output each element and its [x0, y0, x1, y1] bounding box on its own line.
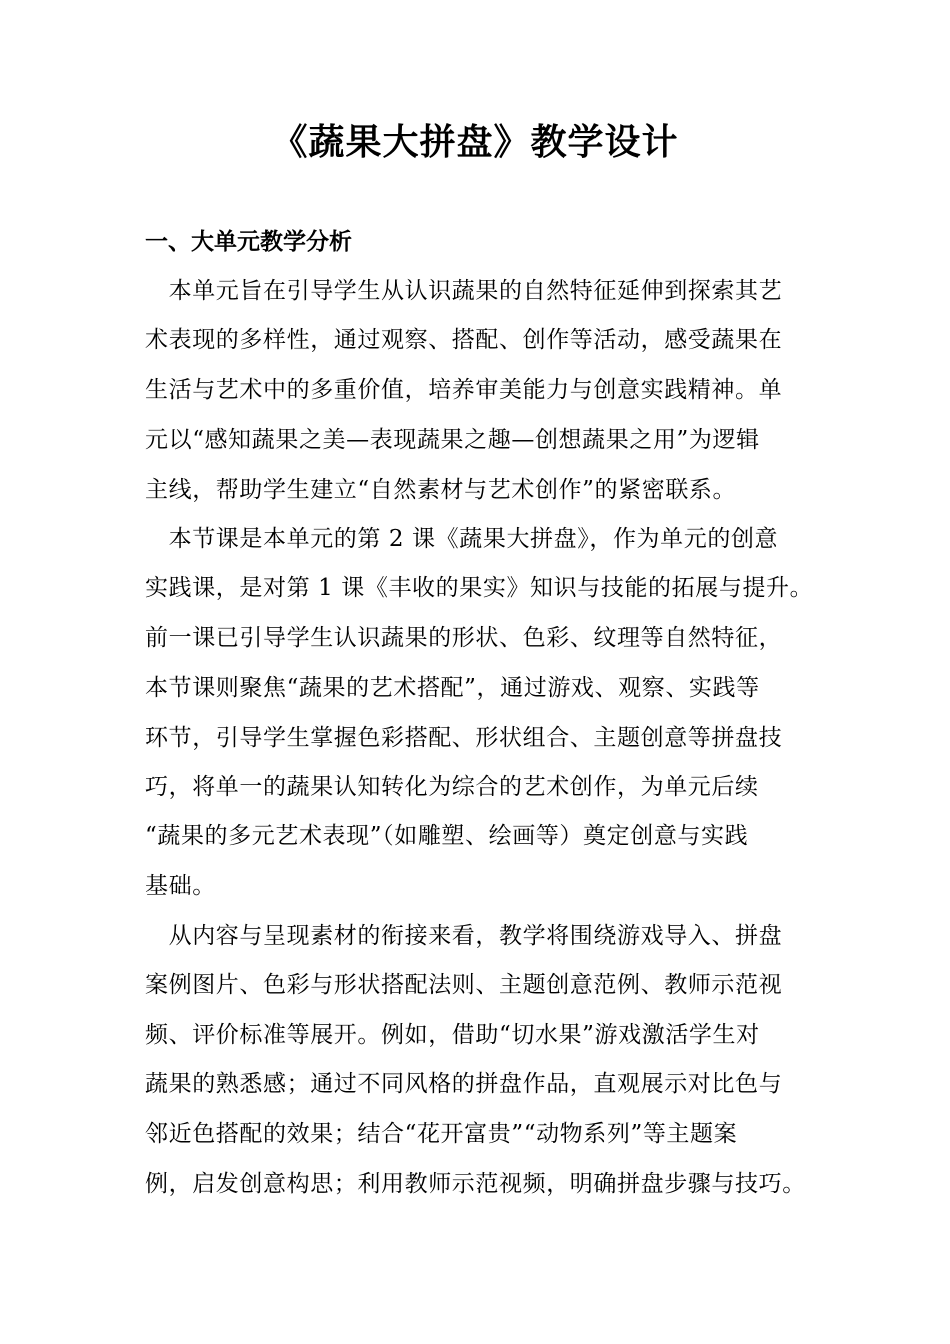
paragraph-line: “蔬果的多元艺术表现”（如雕塑、绘画等）奠定创意与实践 [145, 823, 749, 849]
paragraph-line: 例，启发创意构思；利用教师示范视频，明确拼盘步骤与技巧。 [145, 1171, 806, 1197]
paragraph-line: 本节课是本单元的第 2 课《蔬果大拼盘》，作为单元的创意 [145, 526, 779, 552]
paragraph-line: 基础。 [145, 873, 216, 899]
document-title: 《蔬果大拼盘》教学设计 [271, 122, 679, 163]
paragraph-line: 生活与艺术中的多重价值，培养审美能力与创意实践精神。单 [145, 377, 783, 403]
paragraph-line: 元以“感知蔬果之美—表现蔬果之趣—创想蔬果之用”为逻辑 [145, 427, 760, 453]
paragraph-line: 实践课，是对第 1 课《丰收的果实》知识与技能的拓展与提升。 [145, 575, 814, 601]
paragraph-line: 蔬果的熟悉感；通过不同风格的拼盘作品，直观展示对比色与 [145, 1071, 783, 1097]
section-heading: 一、大单元教学分析 [145, 229, 352, 255]
paragraph-line: 环节，引导学生掌握色彩搭配、形状组合、主题创意等拼盘技 [145, 725, 783, 751]
paragraph-line: 邻近色搭配的效果；结合“花开富贵”“动物系列”等主题案 [145, 1121, 738, 1147]
paragraph-line: 频、评价标准等展开。例如，借助“切水果”游戏激活学生对 [145, 1022, 760, 1048]
paragraph-line: 术表现的多样性，通过观察、搭配、创作等活动，感受蔬果在 [145, 327, 783, 353]
paragraph-line: 巧，将单一的蔬果认知转化为综合的艺术创作，为单元后续 [145, 774, 759, 800]
paragraph-line: 从内容与呈现素材的衔接来看，教学将围绕游戏导入、拼盘 [145, 923, 783, 949]
paragraph-line: 前一课已引导学生认识蔬果的形状、色彩、纹理等自然特征， [145, 625, 783, 651]
paragraph-line: 本单元旨在引导学生从认识蔬果的自然特征延伸到探索其艺 [145, 278, 783, 304]
paragraph-line: 本节课则聚焦“蔬果的艺术搭配”，通过游戏、观察、实践等 [145, 675, 760, 701]
paragraph-line: 案例图片、色彩与形状搭配法则、主题创意范例、教师示范视 [145, 972, 783, 998]
paragraph-line: 主线，帮助学生建立“自然素材与艺术创作”的紧密联系。 [145, 477, 737, 503]
